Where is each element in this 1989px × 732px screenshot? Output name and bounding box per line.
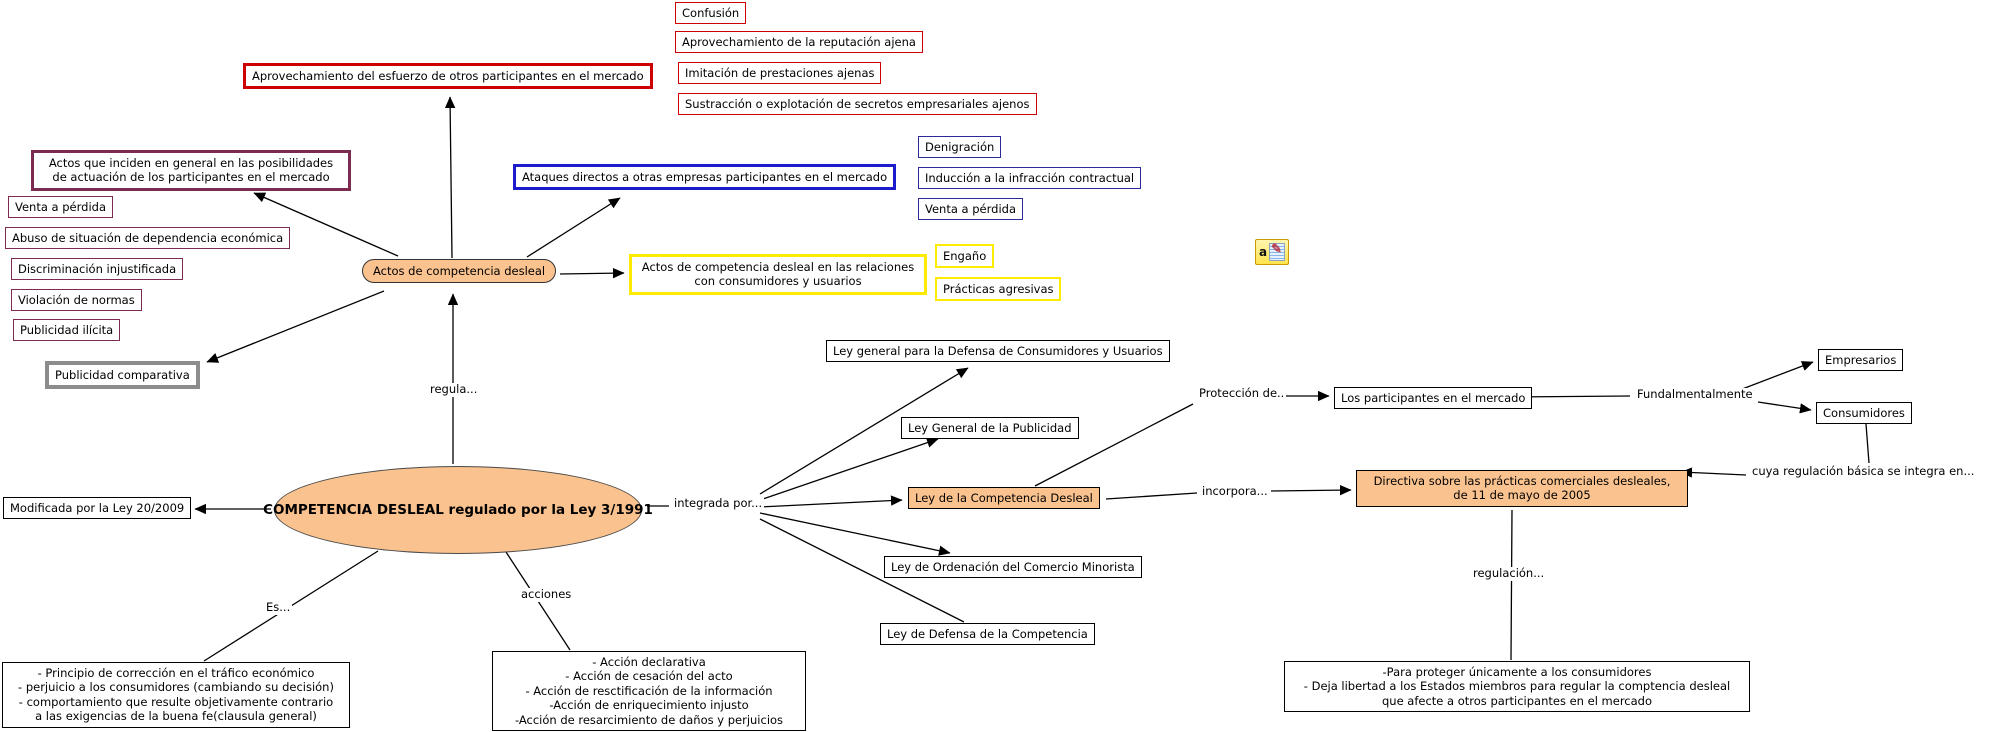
node-clausula-general[interactable]	[2, 662, 350, 728]
node-modificada[interactable]: Modificada por la Ley 20/2009	[3, 497, 191, 519]
connector-line	[760, 500, 902, 507]
annotation-page-icon	[1269, 243, 1285, 261]
link-acciones[interactable]: acciones	[521, 587, 572, 601]
node-ley-defensa-consumidores[interactable]: Ley general para la Defensa de Consumidores y Usuarios	[826, 340, 1170, 362]
node-empresarios[interactable]: Empresarios	[1818, 349, 1903, 371]
node-violacion-normas[interactable]: Violación de normas	[11, 289, 142, 311]
node-confusion[interactable]: Confusión	[675, 2, 746, 24]
node-clausula-general-line: - comportamiento que resulte objetivamente contrario	[18, 694, 334, 709]
node-lista-acciones-line: - Acción de cesación del acto	[565, 669, 733, 684]
connector-line	[1866, 424, 1869, 463]
node-publicidad-comparativa[interactable]: Publicidad comparativa	[45, 361, 200, 389]
node-engano[interactable]: Engaño	[935, 244, 994, 268]
link-regulacion[interactable]: regulación...	[1473, 566, 1545, 580]
node-actos-inciden-line: de actuación de los participantes en el mercado	[52, 170, 330, 185]
node-discriminacion[interactable]: Discriminación injustificada	[11, 258, 183, 280]
node-abuso-dependencia[interactable]: Abuso de situación de dependencia económica	[5, 227, 290, 249]
node-sustraccion-secretos[interactable]: Sustracción o explotación de secretos empresariales ajenos	[678, 93, 1037, 115]
link-es[interactable]: Es...	[266, 600, 291, 614]
node-ataques-directos[interactable]: Ataques directos a otras empresas participantes en el mercado	[513, 164, 896, 190]
node-ley-ordenacion[interactable]: Ley de Ordenación del Comercio Minorista	[884, 556, 1142, 578]
node-clausula-general-line: - perjuicio a los consumidores (cambiando su decisión)	[18, 680, 334, 695]
node-actos-consumidores-line: con consumidores y usuarios	[694, 274, 862, 289]
connector-line	[560, 273, 624, 274]
node-lista-acciones-line: -Acción de enriquecimiento injusto	[549, 698, 749, 713]
node-regulacion-directiva-line: que afecte a otros participantes en el mercado	[1381, 693, 1653, 708]
node-aprovechamiento-reputacion[interactable]: Aprovechamiento de la reputación ajena	[675, 31, 923, 53]
node-actos-competencia-desleal[interactable]: Actos de competencia desleal	[362, 259, 556, 283]
node-imitacion-prestaciones[interactable]: Imitación de prestaciones ajenas	[678, 62, 881, 84]
node-actos-inciden[interactable]	[31, 150, 351, 191]
node-main-topic[interactable]: COMPETENCIA DESLEAL regulado por la Ley 3/1991	[274, 466, 642, 554]
node-lista-acciones-line: - Acción declarativa	[592, 655, 706, 669]
annotation-letter: a	[1259, 245, 1268, 259]
node-participantes-mercado[interactable]: Los participantes en el mercado	[1334, 387, 1532, 409]
link-proteccion-de[interactable]: Protección de..	[1199, 386, 1285, 400]
link-incorpora[interactable]: incorpora...	[1202, 484, 1268, 498]
connector-line	[1271, 490, 1351, 491]
node-regulacion-directiva-line: -Para proteger únicamente a los consumidores	[1382, 665, 1652, 679]
node-directiva-line: Directiva sobre las prácticas comerciales desleales,	[1373, 474, 1671, 488]
node-practicas-agresivas[interactable]: Prácticas agresivas	[935, 277, 1061, 301]
annotation-icon[interactable]	[1255, 239, 1289, 265]
node-lista-acciones-line: - Acción de resctificación de la información	[525, 683, 773, 698]
node-directiva[interactable]	[1356, 470, 1688, 507]
link-regula[interactable]: regula...	[430, 382, 478, 396]
connector-line	[1106, 493, 1197, 499]
node-directiva-line: de 11 de mayo de 2005	[1453, 488, 1591, 503]
node-ley-competencia-desleal[interactable]: Ley de la Competencia Desleal	[908, 487, 1100, 509]
node-actos-inciden-line: Actos que inciden en general en las posibilidades	[48, 156, 334, 170]
node-actos-consumidores[interactable]	[629, 254, 927, 295]
node-denigracion[interactable]: Denigración	[918, 136, 1001, 158]
node-venta-perdida-der[interactable]: Venta a pérdida	[918, 198, 1023, 220]
connector-line	[1758, 402, 1811, 410]
node-aprovechamiento-esfuerzo[interactable]: Aprovechamiento del esfuerzo de otros participantes en el mercado	[243, 63, 653, 89]
connector-line	[527, 198, 620, 257]
node-lista-acciones[interactable]	[492, 651, 806, 731]
node-publicidad-ilicita[interactable]: Publicidad ilícita	[13, 319, 120, 341]
node-ley-defensa-competencia[interactable]: Ley de Defensa de la Competencia	[880, 623, 1095, 645]
node-clausula-general-line: - Principio de corrección en el tráfico económico	[37, 666, 315, 680]
node-regulacion-directiva-line: - Deja libertad a los Estados miembros para regular la comptencia desleal	[1303, 679, 1731, 694]
connector-line	[1681, 472, 1746, 475]
node-clausula-general-line: a las exigencias de la buena fe(clausula general)	[35, 709, 317, 724]
node-regulacion-directiva[interactable]	[1284, 661, 1750, 712]
node-consumidores[interactable]: Consumidores	[1816, 402, 1912, 424]
connector-line	[450, 97, 452, 258]
link-fundamentalmente[interactable]: Fundalmentalmente	[1637, 387, 1753, 401]
connector-line	[207, 291, 384, 362]
link-integrada-por[interactable]: integrada por...	[674, 496, 763, 510]
node-induccion-infraccion[interactable]: Inducción a la infracción contractual	[918, 167, 1141, 189]
node-lista-acciones-line: -Acción de resarcimiento de daños y perjuicios	[514, 712, 784, 727]
node-actos-consumidores-line: Actos de competencia desleal en las relaciones	[641, 260, 915, 274]
node-ley-publicidad[interactable]: Ley General de la Publicidad	[901, 417, 1079, 439]
link-cuya-regulacion[interactable]: cuya regulación básica se integra en...	[1752, 464, 1975, 478]
connector-line	[1511, 510, 1512, 660]
pencil-icon: ✎	[1271, 242, 1283, 257]
node-venta-perdida-izq[interactable]: Venta a pérdida	[8, 196, 113, 218]
